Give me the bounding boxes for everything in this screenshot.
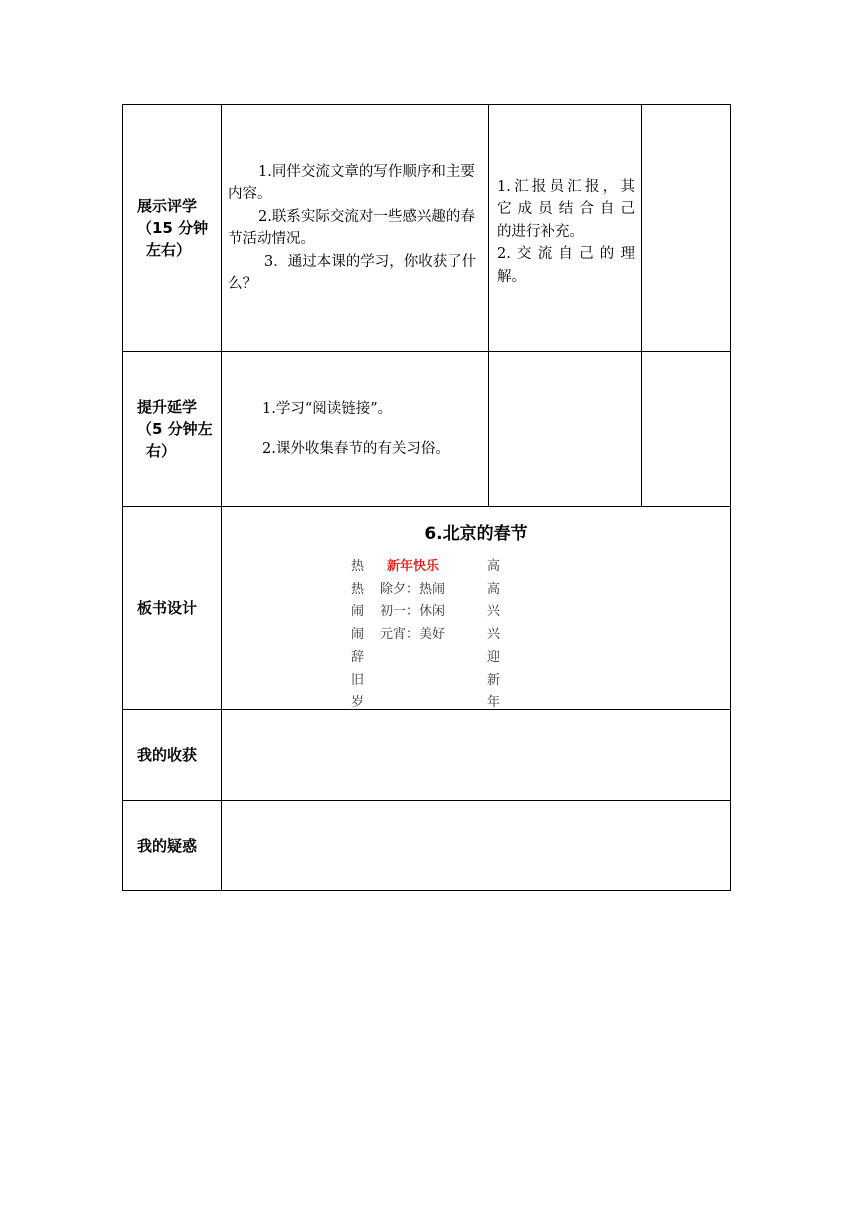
label-line: （15 分钟 [137, 219, 209, 237]
student-line: 解。 [497, 268, 526, 285]
board-center-line: 元宵：美好 [380, 627, 446, 643]
student-line: 的进行补充。 [497, 223, 584, 240]
row-extend [123, 352, 731, 507]
label-line: 提升延学 [137, 398, 198, 416]
board-char: 高 [487, 581, 501, 597]
teacher-activities-show [222, 105, 489, 352]
doubt-content [222, 801, 731, 891]
row-doubt [123, 801, 731, 891]
board-center [380, 556, 445, 647]
lesson-plan-table [122, 104, 731, 891]
board-left-column [351, 556, 367, 715]
activity-item: 1.学习“阅读链接”。 [262, 400, 393, 417]
board-title: 6.北京的春节 [424, 524, 528, 544]
board-char: 热 [351, 559, 365, 574]
row-label-show [123, 105, 222, 352]
label-line: 左右） [146, 241, 192, 259]
row-label-doubt: 我的疑惑 [123, 801, 222, 891]
board-char: 闹 [351, 627, 365, 643]
activity-item: 1.同伴交流文章的写作顺序和主要内容。 [228, 163, 475, 202]
board-char: 新 [487, 672, 501, 688]
board-char: 兴 [487, 627, 501, 643]
board-char: 辞 [351, 649, 365, 665]
label-line: （5 分钟左 [137, 420, 213, 438]
row-label-extend [123, 352, 222, 507]
activity-item: 3．通过本课的学习，你收获了什么？ [228, 253, 477, 292]
student-line: 2.交流自己的理 [497, 246, 635, 263]
teacher-activities-extend [222, 352, 489, 507]
board-design [222, 507, 731, 710]
board-char: 年 [487, 695, 501, 711]
board-char: 热 [351, 581, 365, 597]
student-line: 1.汇报员汇报，其 [497, 178, 635, 195]
board-char: 兴 [487, 604, 501, 620]
row-label-gain: 我的收获 [123, 710, 222, 801]
student-line: 它成员结合自己 [497, 201, 635, 218]
board-char: 高 [487, 559, 501, 574]
board-center-heading: 新年快乐 [387, 559, 440, 574]
student-activities-show [489, 105, 642, 352]
row-board [123, 507, 731, 710]
board-center-line: 初一：休闲 [380, 604, 446, 620]
row-label-board: 板书设计 [123, 507, 222, 710]
student-activities-extend [489, 352, 642, 507]
board-char: 闹 [351, 604, 365, 620]
notes-cell-extend [642, 352, 731, 507]
row-show [123, 105, 731, 352]
board-center-line: 除夕：热闹 [380, 581, 446, 597]
board-char: 岁 [351, 695, 365, 711]
gain-content [222, 710, 731, 801]
board-char: 迎 [487, 649, 501, 665]
row-gain [123, 710, 731, 801]
label-line: 展示评学 [137, 197, 198, 215]
activity-item: 2.联系实际交流对一些感兴趣的春节活动情况。 [228, 208, 475, 247]
label-line: 右） [146, 442, 177, 460]
board-char: 旧 [351, 672, 365, 688]
board-right-column [487, 556, 503, 715]
notes-cell-show [642, 105, 731, 352]
activity-item: 2.课外收集春节的有关习俗。 [262, 441, 450, 457]
